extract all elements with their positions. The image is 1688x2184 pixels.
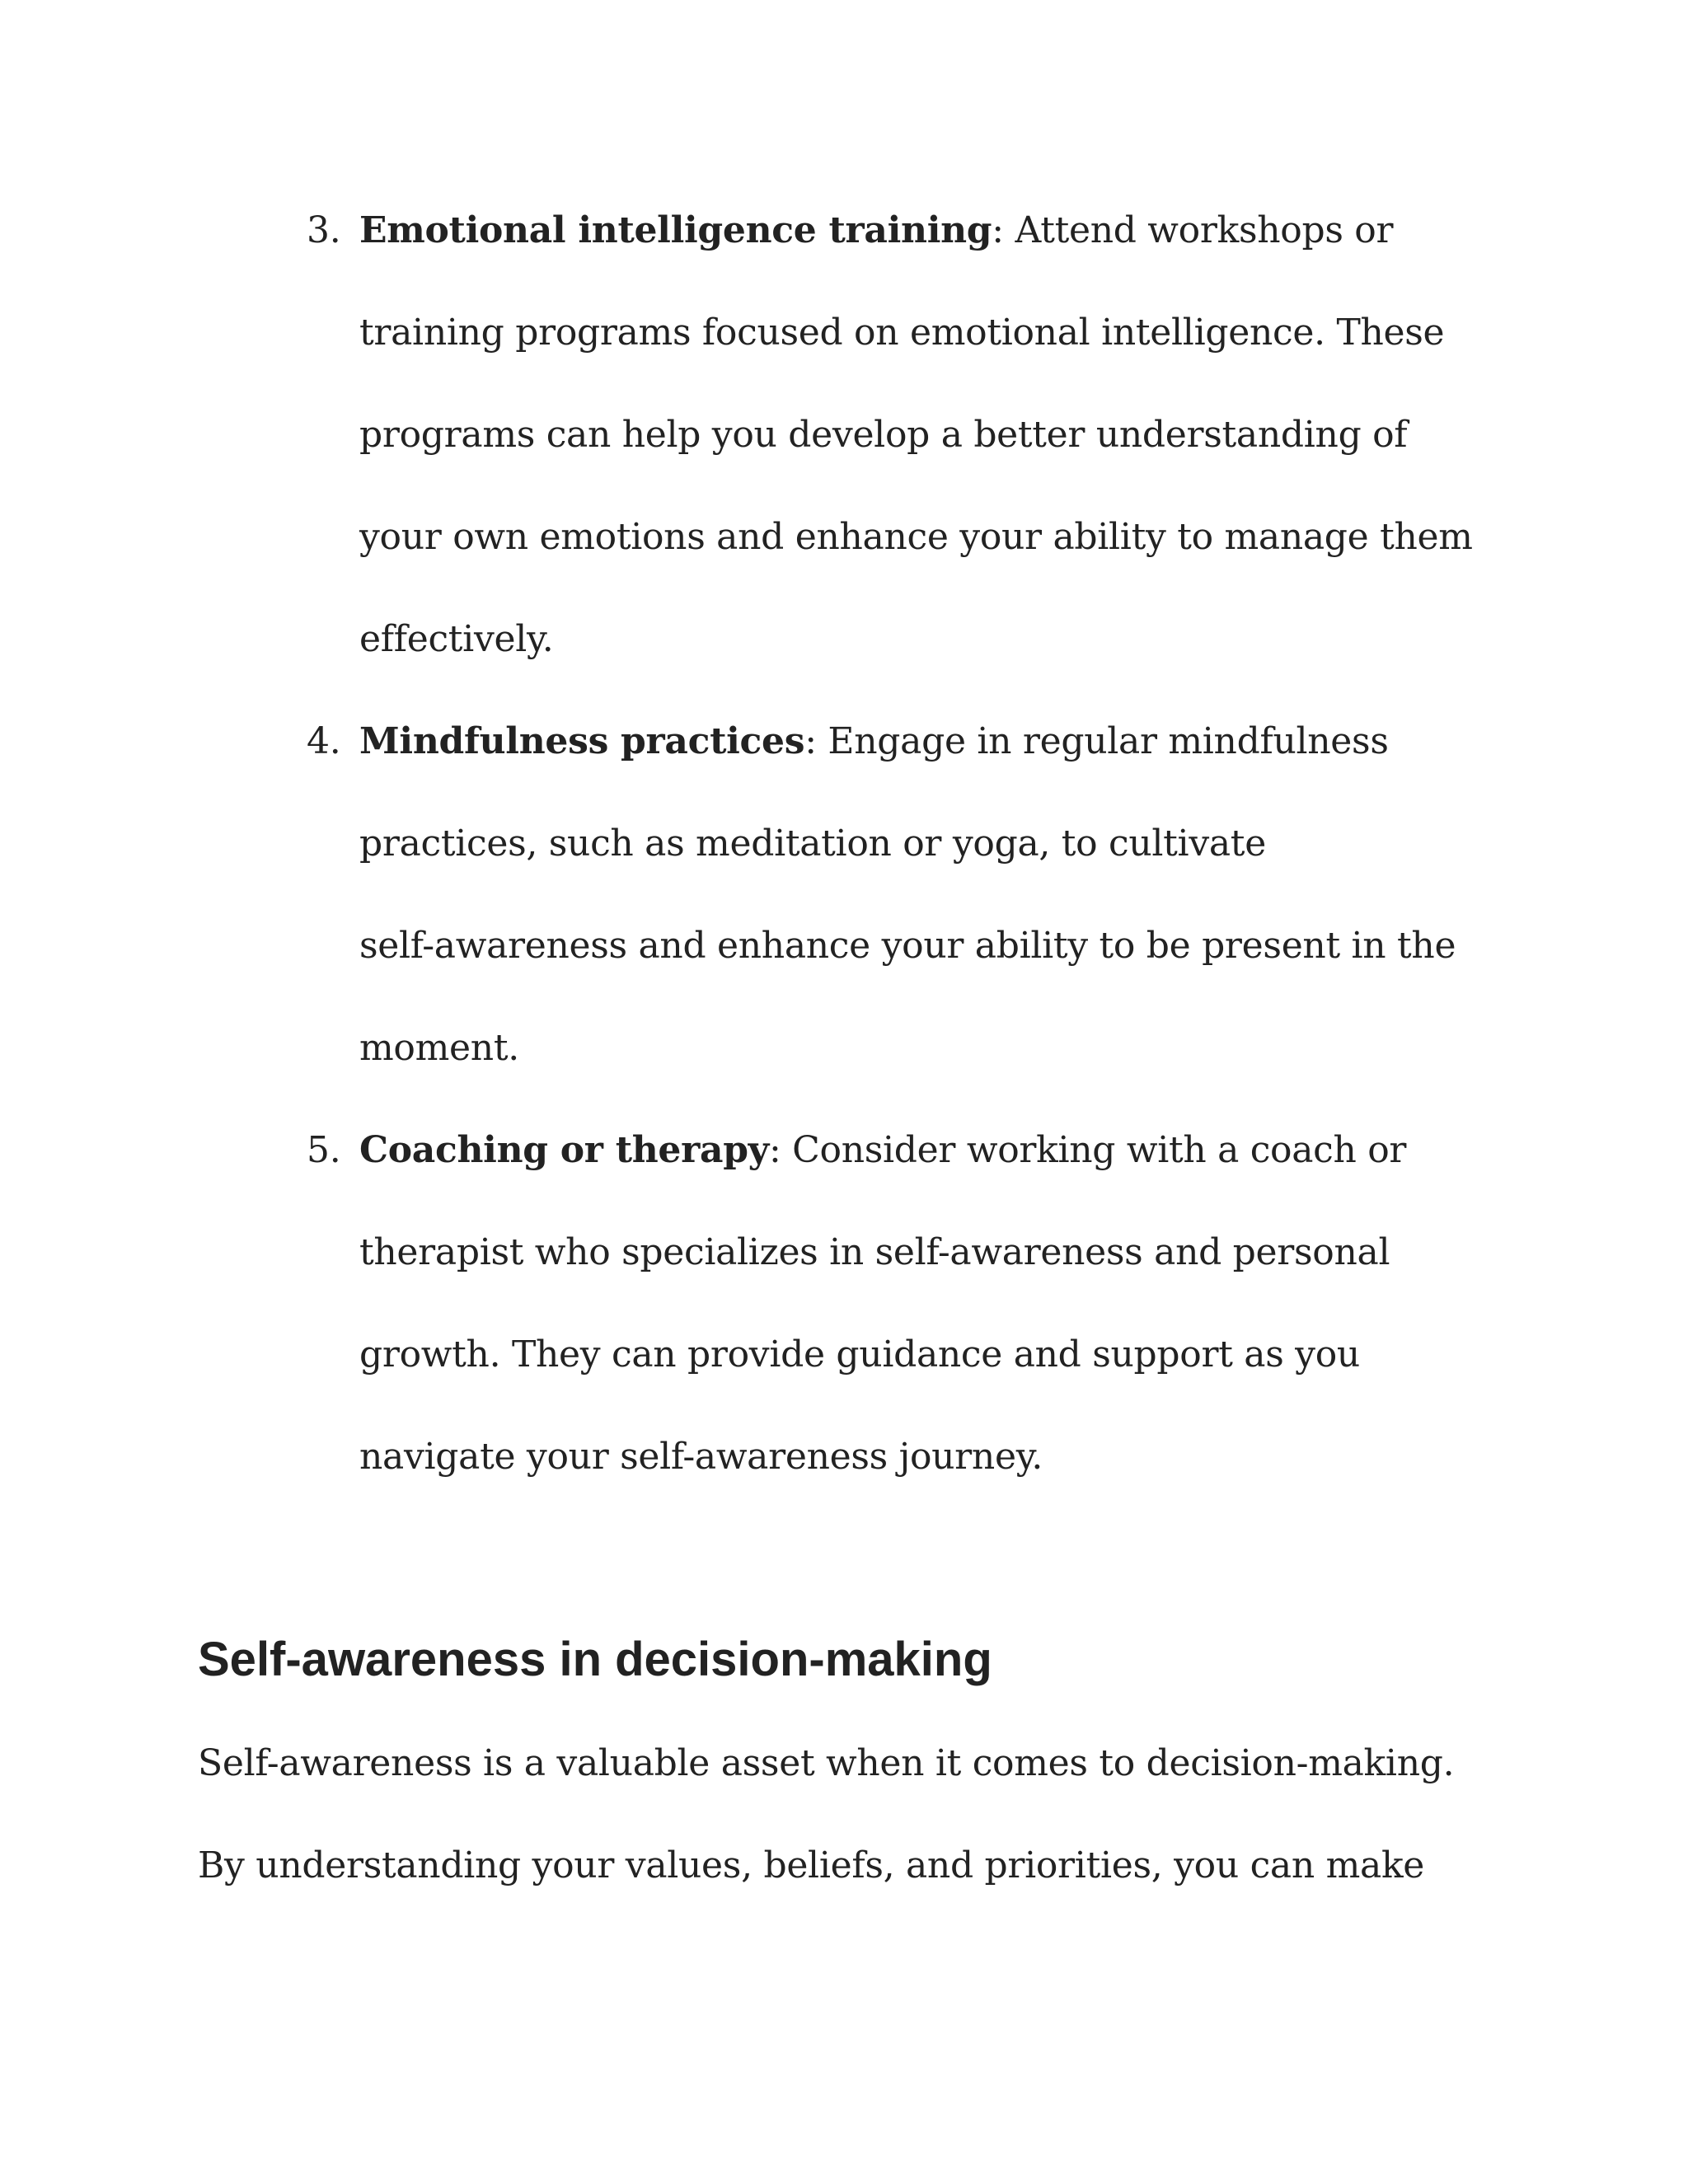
list-item-text: Engage in regular mindfulness [816,720,1389,762]
list-item [307,180,1513,691]
section-heading: Self-awareness in decision-making [198,1633,992,1686]
list-item-text: Consider working with a coach or [781,1129,1407,1171]
list-item-text: effectively. [359,618,554,660]
list-item-term: Mindfulness practices [359,720,805,762]
paragraph-line: Self-awareness is a valuable asset when it comes to decision-making. [198,1742,1455,1784]
list-item-text: Attend workshops or [1003,209,1394,251]
list-number: 5. [307,1129,341,1171]
paragraph-line: By understanding your values, beliefs, and priorities, you can make [198,1844,1425,1886]
numbered-list [307,180,1513,1508]
list-item-term: Emotional intelligence training [359,209,992,251]
list-item [307,1099,1513,1508]
term-separator: : [804,720,817,762]
term-separator: : [992,209,1004,251]
list-number: 3. [307,209,341,251]
list-item-text: therapist who specializes in self-awareness and personal [359,1231,1390,1273]
list-item [307,691,1513,1099]
list-item-text: your own emotions and enhance your ability to manage them [359,516,1473,558]
list-number: 4. [307,720,341,762]
body-paragraph [198,1713,1484,1917]
list-item-term: Coaching or therapy [359,1129,769,1171]
term-separator: : [768,1129,781,1171]
list-item-text: training programs focused on emotional intelligence. These [359,312,1445,354]
list-item-text: growth. They can provide guidance and support as you [359,1333,1360,1376]
list-item-text: programs can help you develop a better understanding of [359,414,1408,456]
list-item-text: navigate your self-awareness journey. [359,1436,1043,1478]
list-item-text: practices, such as meditation or yoga, to cultivate [359,823,1266,865]
list-item-text: moment. [359,1027,519,1069]
list-item-text: self-awareness and enhance your ability to be present in the [359,925,1456,967]
